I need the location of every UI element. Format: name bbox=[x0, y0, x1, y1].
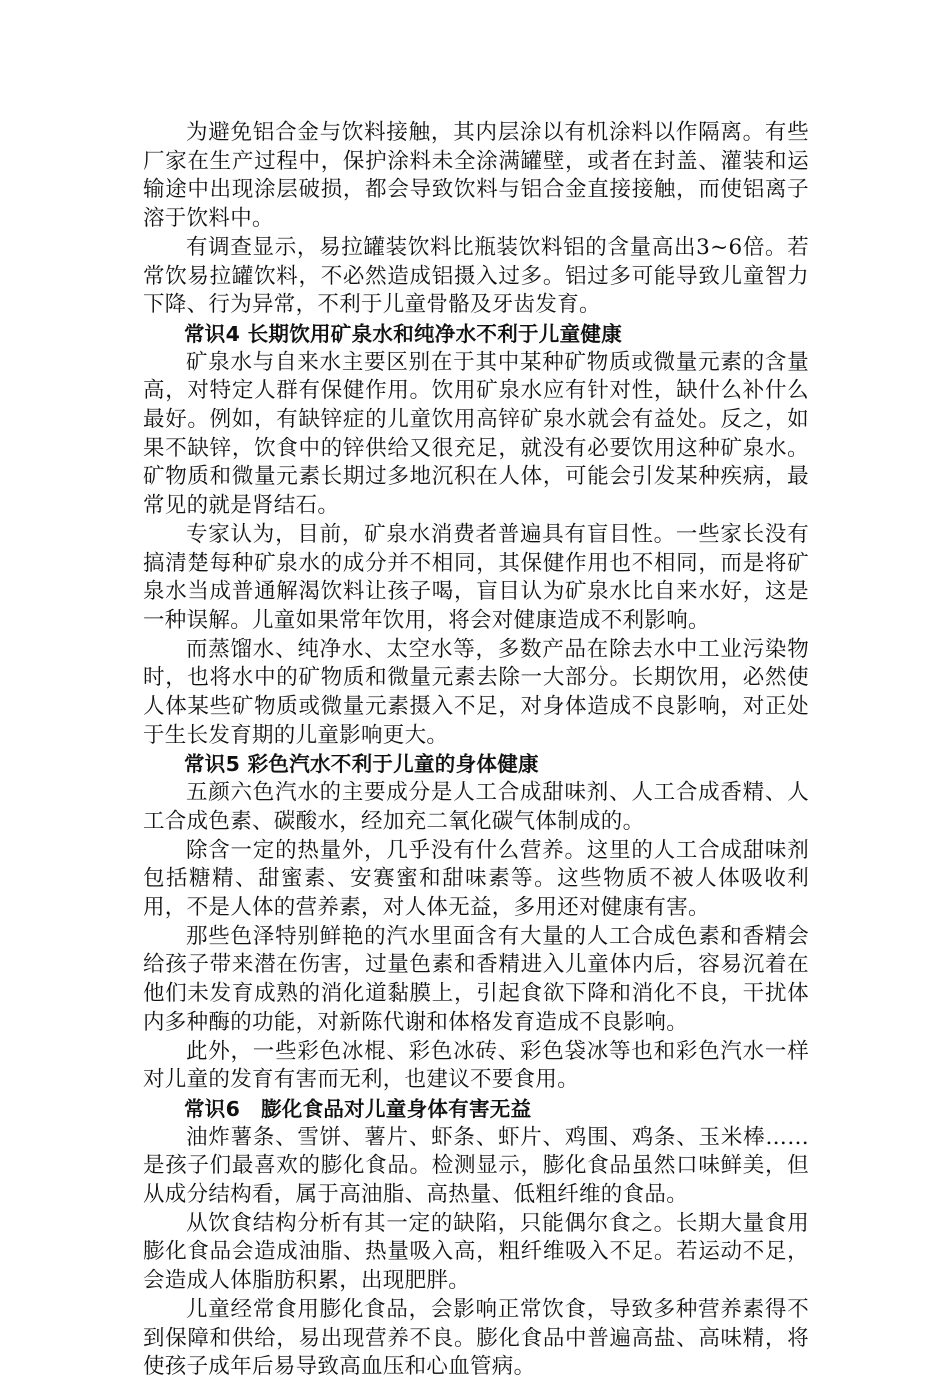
paragraph: 有调查显示，易拉罐装饮料比瓶装饮料铝的含量高出3~6倍。若常饮易拉罐饮料，不必然造成铝摄入过多。铝过多可能导致儿童智力下降、行为异常，不利于儿童骨骼及牙齿发育。 bbox=[143, 234, 809, 318]
section-heading: 常识6 膨化食品对儿童身体有害无益 bbox=[184, 1096, 532, 1121]
paragraph: 而蒸馏水、纯净水、太空水等，多数产品在除去水中工业污染物时，也将水中的矿物质和微量元素去除一大部分。长期饮用，必然使人体某些矿物质或微量元素摄入不足，对身体造成不良影响，对正处于生长发育期的儿童影响更大。 bbox=[143, 636, 809, 748]
paragraph: 专家认为，目前，矿泉水消费者普遍具有盲目性。一些家长没有搞清楚每种矿泉水的成分并不相同，其保健作用也不相同，而是将矿泉水当成普通解渴饮料让孩子喝，盲目认为矿泉水比自来水好，这是一种误解。儿童如果常年饮用，将会对健康造成不利影响。 bbox=[143, 521, 809, 633]
paragraph: 为避免铝合金与饮料接触，其内层涂以有机涂料以作隔离。有些厂家在生产过程中，保护涂料未全涂满罐壁，或者在封盖、灌装和运输途中出现涂层破损，都会导致饮料与铝合金直接接触，而使铝离子溶于饮料中。 bbox=[143, 120, 809, 232]
section-heading: 常识5 彩色汽水不利于儿童的身体健康 bbox=[184, 752, 539, 777]
paragraph: 此外，一些彩色冰棍、彩色冰砖、彩色袋冰等也和彩色汽水一样对儿童的发育有害而无利，也建议不要食用。 bbox=[143, 1038, 809, 1093]
paragraph: 矿泉水与自来水主要区别在于其中某种矿物质或微量元素的含量高，对特定人群有保健作用。饮用矿泉水应有针对性，缺什么补什么最好。例如，有缺锌症的儿童饮用高锌矿泉水就会有益处。反之，如果不缺锌，饮食中的锌供给又很充足，就没有必要饮用这种矿泉水。矿物质和微量元素长期过多地沉积在人体，可能会引发某种疾病，最常见的就是肾结石。 bbox=[143, 349, 809, 519]
section-heading: 常识4 长期饮用矿泉水和纯净水不利于儿童健康 bbox=[184, 321, 622, 346]
document-body bbox=[143, 119, 809, 1382]
paragraph: 儿童经常食用膨化食品，会影响正常饮食，导致多种营养素得不到保障和供给，易出现营养不良。膨化食品中普遍高盐、高味精，将使孩子成年后易导致高血压和心血管病。 bbox=[143, 1296, 809, 1380]
paragraph: 油炸薯条、雪饼、薯片、虾条、虾片、鸡围、鸡条、玉米棒……是孩子们最喜欢的膨化食品。检测显示，膨化食品虽然口味鲜美，但从成分结构看，属于高油脂、高热量、低粗纤维的食品。 bbox=[143, 1124, 809, 1208]
paragraph: 除含一定的热量外，几乎没有什么营养。这里的人工合成甜味剂包括糖精、甜蜜素、安赛蜜和甜味素等。这些物质不被人体吸收利用，不是人体的营养素，对人体无益，多用还对健康有害。 bbox=[143, 837, 809, 920]
paragraph: 那些色泽特别鲜艳的汽水里面含有大量的人工合成色素和香精会给孩子带来潜在伤害，过量色素和香精进入儿童体内后，容易沉着在他们未发育成熟的消化道黏膜上，引起食欲下降和消化不良，干扰体内多种酶的功能，对新陈代谢和体格发育造成不良影响。 bbox=[143, 923, 809, 1035]
paragraph: 从饮食结构分析有其一定的缺陷，只能偶尔食之。长期大量食用膨化食品会造成油脂、热量吸入高，粗纤维吸入不足。若运动不足，会造成人体脂肪积累，出现肥胖。 bbox=[143, 1210, 809, 1294]
paragraph: 五颜六色汽水的主要成分是人工合成甜味剂、人工合成香精、人工合成色素、碳酸水，经加充二氧化碳气体制成的。 bbox=[143, 780, 809, 834]
